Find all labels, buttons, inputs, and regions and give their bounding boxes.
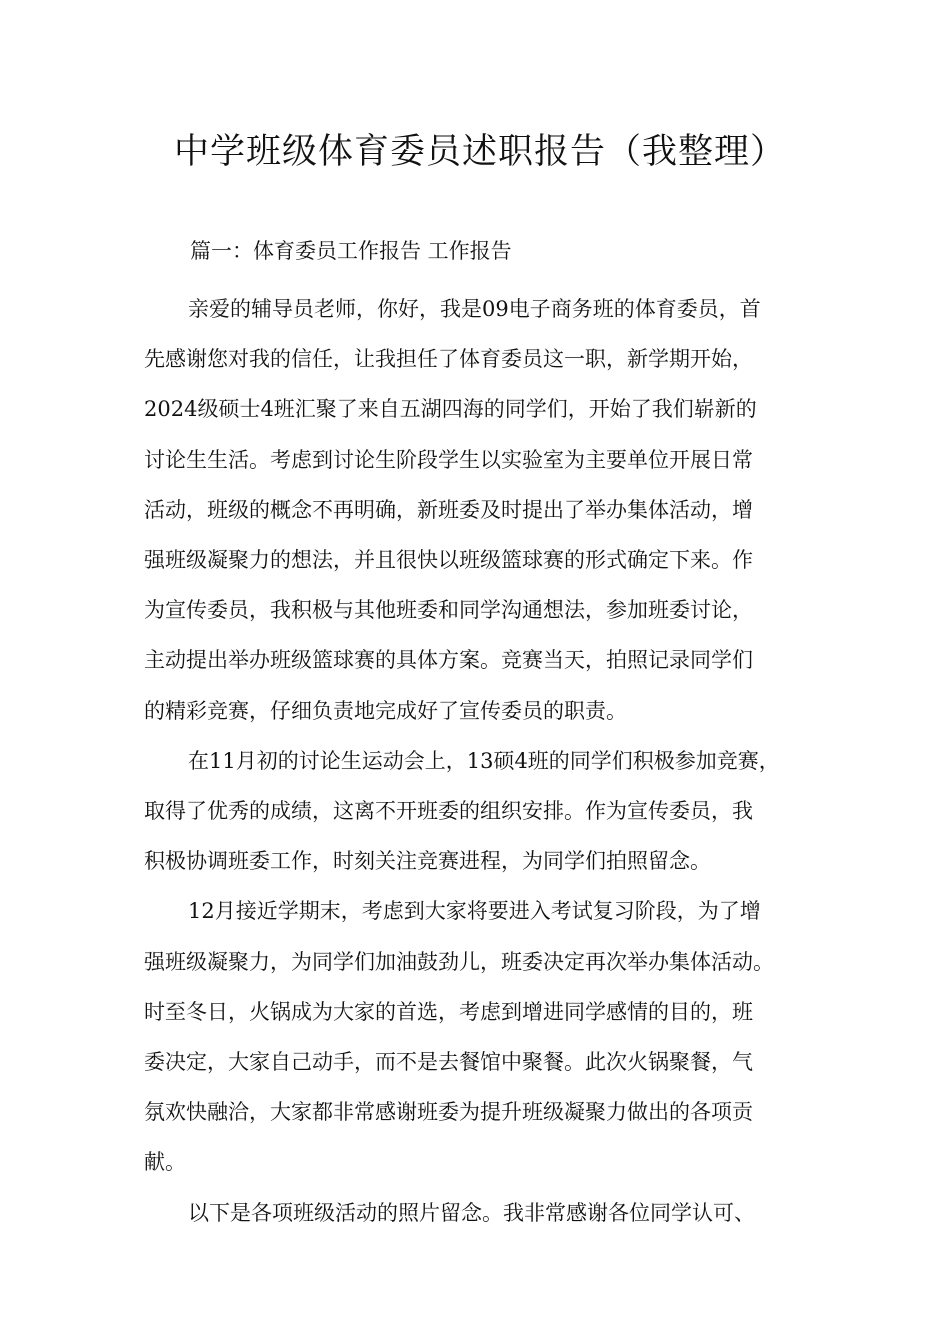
text-line: 氛欢快融洽，大家都非常感谢班委为提升班级凝聚力做出的各项贡 [144, 1100, 753, 1125]
document-title: 中学班级体育委员述职报告（我整理） [173, 132, 786, 172]
text-line: 委决定，大家自己动手，而不是去餐馆中聚餐。此次火锅聚餐，气 [144, 1050, 753, 1075]
text-line: 强班级凝聚力的想法，并且很快以班级篮球赛的形式确定下来。作 [144, 548, 753, 573]
text-line: 讨论生生活。考虑到讨论生阶段学生以实验室为主要单位开展日常 [144, 447, 753, 472]
paragraph-3 [144, 886, 814, 1187]
paragraph-1 [144, 284, 814, 736]
text-line: 取得了优秀的成绩，这离不开班委的组织安排。作为宣传委员，我 [144, 799, 753, 824]
document-subtitle: 篇一：体育委员工作报告 工作报告 [190, 239, 512, 263]
text-line: 亲爱的辅导员老师，你好，我是09电子商务班的体育委员，首 [188, 297, 761, 321]
text-line: 强班级凝聚力，为同学们加油鼓劲儿，班委决定再次举办集体活动。 [144, 949, 774, 974]
text-line: 为宣传委员，我积极与其他班委和同学沟通想法，参加班委讨论， [144, 598, 753, 623]
paragraph-4 [144, 1188, 814, 1238]
text-line: 时至冬日，火锅成为大家的首选，考虑到增进同学感情的目的，班 [144, 999, 753, 1024]
text-line: 主动提出举办班级篮球赛的具体方案。竞赛当天，拍照记录同学们 [144, 648, 753, 673]
document-body [144, 284, 814, 1238]
text-line: 的精彩竞赛，仔细负责地完成好了宣传委员的职责。 [144, 698, 627, 723]
text-line: 在11月初的讨论生运动会上，13硕4班的同学们积极参加竞赛， [188, 748, 780, 773]
text-line: 活动，班级的概念不再明确，新班委及时提出了举办集体活动，增 [144, 497, 753, 522]
text-line: 12月接近学期末，考虑到大家将要进入考试复习阶段，为了增 [188, 899, 761, 924]
text-line: 2024级硕士4班汇聚了来自五湖四海的同学们，开始了我们崭新的 [144, 397, 757, 422]
text-line: 积极协调班委工作，时刻关注竞赛进程，为同学们拍照留念。 [144, 849, 711, 874]
text-line: 以下是各项班级活动的照片留念。我非常感谢各位同学认可、 [188, 1200, 755, 1225]
paragraph-2 [144, 736, 814, 887]
text-line: 先感谢您对我的信任，让我担任了体育委员这一职，新学期开始， [144, 347, 753, 372]
text-line: 献。 [144, 1150, 186, 1175]
